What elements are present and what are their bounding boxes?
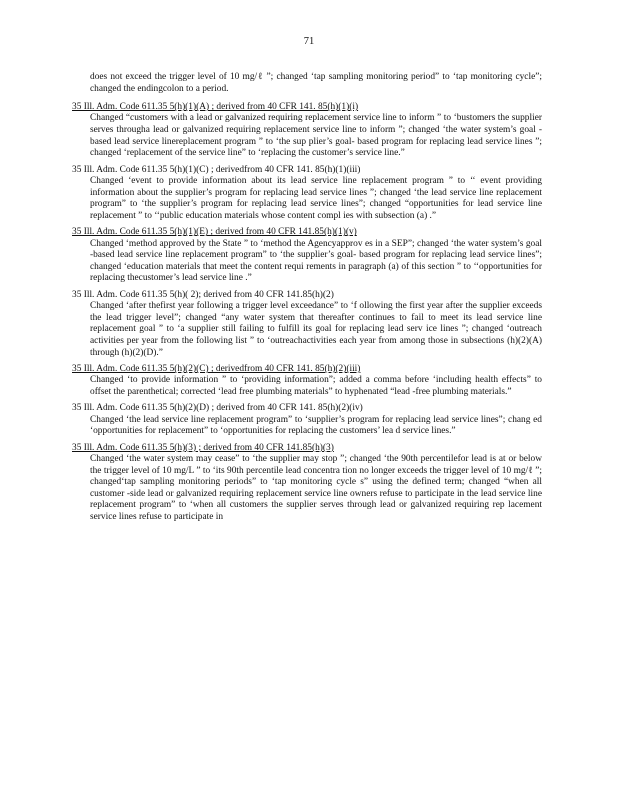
entry-611-355-h-2	[72, 289, 542, 359]
entry-citation: 35 Ill. Adm. Code 611.35 5(h)(1)(C) ; derivedfrom 40 CFR 141. 85(h)(1)(iii)	[72, 164, 361, 175]
continued-paragraph: does not exceed the trigger level of 10 mg/ℓ ”; changed ‘tap sampling monitoring period” to ‘tap monitoring cycle”; changed the endingcolon to a period.	[90, 72, 542, 94]
page-number: 71	[303, 36, 315, 47]
entry-611-355-h-1-E	[72, 226, 542, 285]
entry-citation: 35 Ill. Adm. Code 611.35 5(h)(3) ; derived from 40 CFR 141.85(h)(3)	[72, 442, 334, 453]
entry-citation: 35 Ill. Adm. Code 611.35 5(h)( 2); derived from 40 CFR 141.85(h)(2)	[72, 289, 334, 300]
entry-citation: 35 Ill. Adm. Code 611.35 5(h)(2)(D) ; derived from 40 CFR 141. 85(h)(2)(iv)	[72, 403, 363, 414]
entry-611-355-h-1-A	[72, 101, 542, 160]
entry-text: Changed ‘event to provide information about its lead service line replacement program ” to ‘‘ event providing information about the supplier’s program for replacing lead service lines ”; changed ‘the lead service line replacement program” to ‘the supplier’s program for replacing lead service lines”; changed “opportunities for lead service line replacement ” to ‘‘public education materials whose content compl ies with subsection (a) .”	[90, 175, 542, 221]
entry-611-355-h-2-D	[72, 402, 542, 437]
entry-text: Changed ‘after thefirst year following a trigger level exceedance” to ‘f ollowing the first year after the supplier exceeds the lead trigger level”; changed “any water system that thereafter continues to fail to meet its lead service line replacement goal ” to ‘a supplier still failing to fulfill its goal for replacing lead serv ice lines ”; changed ‘outreach activities per year from the following list ” to ‘outreachactivities each year from among those in subsections (h)(2)(A) through (h)(2)(D).”	[90, 301, 542, 358]
document-body	[72, 72, 542, 528]
entry-citation: 35 Ill. Adm. Code 611.35 5(h)(2)(C) ; derivedfrom 40 CFR 141. 85(h)(2)(iii)	[72, 364, 361, 375]
entry-text: Changed ‘the lead service line replacement program” to ‘supplier’s program for replacing lead service lines”; chang ed ‘opportunities for replacement” to ‘opportunities for replacing the customers’ lea d service lines.”	[90, 414, 542, 437]
entry-611-355-h-3	[72, 442, 542, 524]
entry-611-355-h-2-C	[72, 363, 542, 398]
entry-text: Changed “customers with a lead or galvanized requiring replacement service line to inform ” to ‘bustomers the supplier serves througha lead or galvanized requiring replacement service line to inform ”; changed ‘the water system’s goal -based lead service linereplacement program ” to ‘the sup plier’s goal- based program for replacing lead service lines ”; changed ‘replacement of the service line” to ‘replacing the customer’s service line.”	[90, 113, 542, 159]
entry-citation: 35 Ill. Adm. Code 611.35 5(h)(1)(A) ; derived from 40 CFR 141. 85(h)(1)(i)	[72, 102, 359, 113]
entry-text: Changed ‘to provide information ” to ‘providing information”; added a comma before ‘including health effects” to offset the parenthetical; corrected ‘lead free plumbing materials” to hyphenated “lead -free plumbing materials.”	[90, 375, 542, 397]
entry-611-355-h-1-C	[72, 164, 542, 223]
entry-text: Changed ‘the water system may cease” to ‘the supplier may stop ”; changed ‘the 90th percentilefor lead is at or below the trigger level of 10 mg/L ” to ‘its 90th percentile lead concentra tion no longer exceeds the trigger level of 10 mg/ℓ ”; changed‘tap sampling monitoring periods” to ‘tap monitoring cycle s” using the defined term; changed “when all customer -side lead or galvanized requiring replacement service line owners refuse to participate in the lead service line replacement program” to ‘when all customers the supplier serves through lead or galvanized requiring rep lacement service lines refuse to participate in	[90, 454, 542, 523]
entry-text: Changed ‘method approved by the State ” to ‘method the Agencyapprov es in a SEP”; changed ‘the water system’s goal -based lead service line replacement program” to ‘the supplier’s goal- based program for replacing lead service lines”; changed ‘education materials that meet the content requi rements in paragraph (a) of this section ” to ‘‘opportunities for replacing thecustomer’s lead service line .”	[90, 238, 542, 284]
entry-citation: 35 Ill. Adm. Code 611.35 5(h)(1)(E) ; derived from 40 CFR 141.85(h)(1)(v)	[72, 227, 357, 238]
